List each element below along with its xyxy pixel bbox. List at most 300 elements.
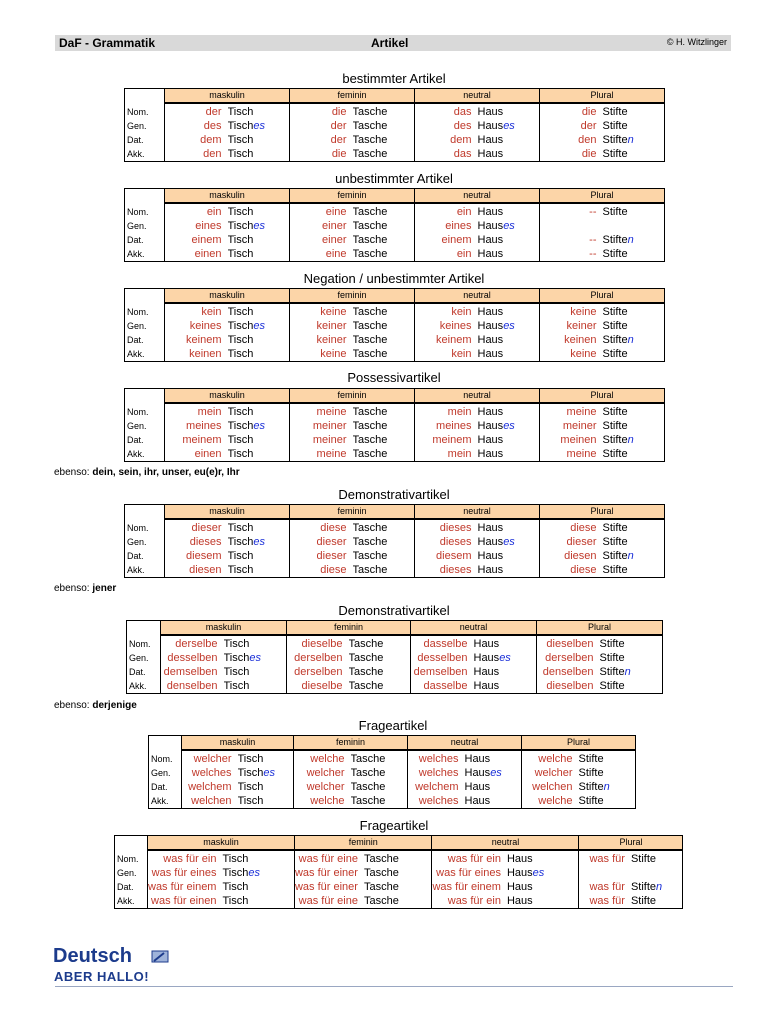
noun-stem: Tisch xyxy=(222,895,249,907)
noun-stem: Tasche xyxy=(350,781,386,793)
noun-stem: Haus xyxy=(477,420,504,432)
noun-stem: Tasche xyxy=(352,306,388,318)
table-row xyxy=(125,119,665,133)
article-cell: einer xyxy=(322,234,347,246)
article-cell: meinem xyxy=(432,434,472,446)
article-cell: was für einem xyxy=(432,881,501,893)
article-cell: keine xyxy=(570,306,597,318)
noun-stem: Haus xyxy=(506,853,533,865)
noun-stem: Tasche xyxy=(348,652,384,664)
noun-cell xyxy=(224,665,287,679)
noun-stem: Tisch xyxy=(222,867,249,879)
noun-cell xyxy=(579,766,636,780)
article-cell: die xyxy=(581,106,597,118)
noun-stem: Tasche xyxy=(348,638,384,650)
noun-cell xyxy=(228,519,290,535)
case-label: Dat. xyxy=(125,549,165,563)
article-cell: das xyxy=(415,147,478,162)
noun-cell xyxy=(228,203,290,219)
noun-stem: Haus xyxy=(506,867,533,879)
column-header: maskulin xyxy=(165,89,290,104)
noun-cell xyxy=(507,866,579,880)
noun-stem: Haus xyxy=(473,666,500,678)
article-cell: keines xyxy=(189,320,222,332)
article-cell: was für xyxy=(589,853,625,865)
noun-stem: Tasche xyxy=(363,881,399,893)
noun-cell xyxy=(603,233,665,247)
article-cell: die xyxy=(540,147,603,162)
article-cell: diese xyxy=(570,522,597,534)
article-cell: welchem xyxy=(188,781,232,793)
table-row xyxy=(127,651,663,665)
noun-cell xyxy=(353,519,415,535)
article-cell: der xyxy=(580,120,597,132)
article-cell: meine xyxy=(290,447,353,462)
declension-table xyxy=(124,288,665,362)
column-header: Plural xyxy=(540,505,665,520)
noun-cell xyxy=(600,679,663,694)
article-cell: denselben xyxy=(542,666,594,678)
section-title: bestimmter Artikel xyxy=(342,71,446,86)
table-row xyxy=(149,794,636,809)
article-cell: welche xyxy=(294,794,351,809)
case-label: Gen. xyxy=(115,866,148,880)
noun-stem: Tisch xyxy=(223,638,250,650)
noun-stem: Stifte xyxy=(630,853,657,865)
noun-stem: Haus xyxy=(477,148,504,160)
noun-stem: Tisch xyxy=(227,550,254,562)
table-row xyxy=(125,319,665,333)
column-header: maskulin xyxy=(165,389,290,404)
noun-cell xyxy=(238,766,294,780)
noun-cell xyxy=(478,403,540,419)
noun-stem: Haus xyxy=(477,434,504,446)
column-header: Plural xyxy=(579,836,683,851)
noun-cell xyxy=(631,880,683,894)
ebenso-note xyxy=(54,700,137,711)
noun-stem: Stifte xyxy=(599,638,625,650)
noun-ending: es xyxy=(503,420,515,432)
noun-stem: Haus xyxy=(464,753,491,765)
noun-stem: Stifte xyxy=(578,753,604,765)
noun-stem: Tasche xyxy=(352,120,388,132)
article-cell: desselben xyxy=(167,652,218,664)
noun-cell xyxy=(364,880,432,894)
noun-cell xyxy=(228,133,290,147)
noun-cell xyxy=(474,635,537,651)
article-cell: -- xyxy=(589,234,597,246)
noun-stem: Tasche xyxy=(352,522,388,534)
noun-cell xyxy=(349,651,411,665)
noun-cell xyxy=(351,750,408,766)
section-title: Frageartikel xyxy=(358,718,428,733)
article-cell: meinem xyxy=(182,434,222,446)
article-cell: diese xyxy=(540,563,603,578)
noun-stem: Stifte xyxy=(602,248,628,260)
noun-cell xyxy=(478,103,540,119)
case-label: Nom. xyxy=(125,519,165,535)
noun-stem: Stifte xyxy=(602,448,628,460)
ebenso-note xyxy=(54,583,116,594)
noun-stem: Stifte xyxy=(602,334,628,346)
noun-cell xyxy=(349,679,411,694)
noun-cell xyxy=(353,303,415,319)
noun-cell xyxy=(353,333,415,347)
article-cell: -- xyxy=(540,247,603,262)
noun-cell xyxy=(478,233,540,247)
noun-stem: Stifte xyxy=(602,234,628,246)
noun-cell xyxy=(353,119,415,133)
column-header: maskulin xyxy=(161,621,287,636)
table-row xyxy=(125,347,665,362)
noun-stem: Stifte xyxy=(602,550,628,562)
noun-stem: Tisch xyxy=(227,448,254,460)
noun-cell xyxy=(353,247,415,262)
case-label: Dat. xyxy=(115,880,148,894)
noun-stem: Tisch xyxy=(237,767,264,779)
column-header: feminin xyxy=(294,836,431,851)
article-cell: welchen xyxy=(182,794,238,809)
column-header: neutral xyxy=(415,505,540,520)
article-cell: keinem xyxy=(186,334,222,346)
article-cell: demselben xyxy=(163,666,218,678)
table-row xyxy=(125,519,665,535)
ebenso-label: ebenso: xyxy=(54,583,90,594)
noun-cell xyxy=(603,319,665,333)
noun-cell xyxy=(603,119,665,133)
case-label: Nom. xyxy=(115,850,148,866)
noun-ending: n xyxy=(627,234,634,246)
noun-cell xyxy=(507,850,579,866)
noun-cell xyxy=(228,303,290,319)
table-corner xyxy=(125,289,165,304)
column-header: neutral xyxy=(432,836,579,851)
column-header: neutral xyxy=(408,736,522,751)
article-cell: welches xyxy=(418,753,459,765)
article-cell: welcher xyxy=(306,781,345,793)
noun-cell xyxy=(222,880,294,894)
noun-stem: Haus xyxy=(477,234,504,246)
noun-cell xyxy=(353,447,415,462)
case-label: Nom. xyxy=(125,403,165,419)
table-row xyxy=(125,219,665,233)
noun-stem: Tisch xyxy=(227,434,254,446)
case-label: Akk. xyxy=(125,147,165,162)
article-cell: meinen xyxy=(560,434,597,446)
column-header: maskulin xyxy=(165,505,290,520)
article-cell: meiner xyxy=(312,434,347,446)
noun-cell xyxy=(465,750,522,766)
section-title: Demonstrativartikel xyxy=(338,603,450,618)
article-cell: keine xyxy=(290,347,353,362)
noun-stem: Tisch xyxy=(227,522,254,534)
noun-cell xyxy=(478,119,540,133)
noun-stem: Tisch xyxy=(237,781,264,793)
table-corner xyxy=(149,736,182,751)
case-label: Dat. xyxy=(149,780,182,794)
noun-stem: Tisch xyxy=(227,248,254,260)
article-cell: des xyxy=(453,120,472,132)
noun-cell xyxy=(478,133,540,147)
noun-cell xyxy=(603,549,665,563)
noun-ending: n xyxy=(627,334,634,346)
article-cell: einer xyxy=(322,220,347,232)
column-header: maskulin xyxy=(148,836,295,851)
noun-cell xyxy=(228,563,290,578)
noun-stem: Tisch xyxy=(227,348,254,360)
header-topic: Artikel xyxy=(371,36,409,50)
article-cell: welche xyxy=(538,753,573,765)
noun-cell xyxy=(603,133,665,147)
page-header xyxy=(55,35,731,51)
noun-stem: Haus xyxy=(477,348,504,360)
noun-stem: Stifte xyxy=(602,306,628,318)
noun-cell xyxy=(228,535,290,549)
table-row xyxy=(125,303,665,319)
article-cell: dieses xyxy=(439,522,472,534)
noun-stem: Tasche xyxy=(352,434,388,446)
article-cell: was für eine xyxy=(294,894,363,909)
section-title: unbestimmter Artikel xyxy=(335,171,453,186)
noun-stem: Stifte xyxy=(602,564,628,576)
ebenso-words: derjenige xyxy=(92,700,137,711)
article-cell: die xyxy=(331,106,347,118)
article-cell: diese xyxy=(320,522,347,534)
noun-ending: es xyxy=(253,120,265,132)
noun-stem: Tisch xyxy=(227,306,254,318)
noun-ending: es xyxy=(503,320,515,332)
noun-cell xyxy=(349,665,411,679)
noun-stem: Tisch xyxy=(227,320,254,332)
noun-stem: Haus xyxy=(477,120,504,132)
noun-stem: Haus xyxy=(477,564,504,576)
article-cell: diesem xyxy=(436,550,472,562)
noun-cell xyxy=(603,219,665,233)
article-cell: keinen xyxy=(165,347,228,362)
article-cell: diesen xyxy=(165,563,228,578)
noun-stem: Haus xyxy=(477,134,504,146)
article-cell: eine xyxy=(325,206,347,218)
noun-cell xyxy=(478,419,540,433)
noun-stem: Stifte xyxy=(602,434,628,446)
noun-ending: es xyxy=(503,536,515,548)
noun-cell xyxy=(351,780,408,794)
noun-stem: Haus xyxy=(473,652,500,664)
noun-ending: n xyxy=(627,434,634,446)
noun-cell xyxy=(228,103,290,119)
noun-cell xyxy=(353,535,415,549)
noun-cell xyxy=(224,651,287,665)
noun-stem: Tasche xyxy=(352,536,388,548)
article-cell: was für einer xyxy=(294,881,358,893)
noun-cell xyxy=(349,635,411,651)
article-cell: kein xyxy=(201,306,222,318)
noun-stem: Haus xyxy=(506,881,533,893)
noun-cell xyxy=(631,866,683,880)
noun-ending: es xyxy=(253,220,265,232)
table-corner xyxy=(115,836,148,851)
column-header: Plural xyxy=(540,189,665,204)
noun-cell xyxy=(603,403,665,419)
article-cell: mein xyxy=(447,406,472,418)
table-row xyxy=(125,433,665,447)
noun-stem: Tasche xyxy=(363,853,399,865)
column-header: neutral xyxy=(415,189,540,204)
noun-stem: Haus xyxy=(477,448,504,460)
article-cell: einem xyxy=(441,234,472,246)
article-cell: mein xyxy=(197,406,222,418)
article-cell: der xyxy=(205,106,222,118)
article-cell: dem xyxy=(450,134,472,146)
noun-cell xyxy=(600,665,663,679)
noun-stem: Tisch xyxy=(227,334,254,346)
noun-stem: Haus xyxy=(464,767,491,779)
noun-stem: Stifte xyxy=(602,406,628,418)
article-cell: einen xyxy=(165,247,228,262)
case-label: Gen. xyxy=(125,219,165,233)
noun-cell xyxy=(579,750,636,766)
article-cell: eine xyxy=(290,247,353,262)
header-copyright: © H. Witzlinger xyxy=(666,37,727,47)
article-cell: mein xyxy=(415,447,478,462)
noun-cell xyxy=(507,894,579,909)
article-cell: welchen xyxy=(532,781,573,793)
table-corner xyxy=(125,389,165,404)
column-header: feminin xyxy=(290,505,415,520)
noun-stem: Haus xyxy=(477,406,504,418)
noun-stem: Haus xyxy=(464,795,491,807)
noun-cell xyxy=(224,679,287,694)
noun-ending: es xyxy=(253,536,265,548)
article-cell: der xyxy=(330,120,347,132)
pencil-flag-icon xyxy=(150,949,170,965)
declension-table xyxy=(124,88,665,162)
noun-stem: Haus xyxy=(477,306,504,318)
declension-table xyxy=(148,735,636,809)
article-cell: keine xyxy=(320,306,347,318)
article-cell: welches xyxy=(418,767,459,779)
noun-cell xyxy=(228,549,290,563)
article-cell: den xyxy=(578,134,597,146)
article-cell: was für eines xyxy=(436,867,501,879)
noun-cell xyxy=(603,103,665,119)
noun-stem: Tasche xyxy=(352,148,388,160)
article-cell: dieser xyxy=(316,536,347,548)
declension-table xyxy=(114,835,683,909)
noun-cell xyxy=(238,794,294,809)
article-cell: welche xyxy=(522,794,579,809)
table-row xyxy=(127,665,663,679)
article-cell: demselben xyxy=(413,666,468,678)
noun-stem: Haus xyxy=(473,638,500,650)
article-cell: meine xyxy=(566,406,597,418)
noun-cell xyxy=(579,780,636,794)
column-header: Plural xyxy=(540,89,665,104)
noun-cell xyxy=(228,147,290,162)
noun-cell xyxy=(364,894,432,909)
noun-cell xyxy=(478,303,540,319)
noun-stem: Haus xyxy=(477,248,504,260)
article-cell xyxy=(540,219,603,233)
noun-stem: Tasche xyxy=(352,220,388,232)
column-header: maskulin xyxy=(182,736,294,751)
logo xyxy=(53,945,150,984)
section-title: Negation / unbestimmter Artikel xyxy=(303,271,485,286)
article-cell: keiner xyxy=(316,320,347,332)
noun-cell xyxy=(603,347,665,362)
noun-cell xyxy=(353,563,415,578)
noun-stem: Tisch xyxy=(222,881,249,893)
noun-cell xyxy=(478,549,540,563)
noun-cell xyxy=(228,233,290,247)
noun-cell xyxy=(474,651,537,665)
article-cell: keines xyxy=(439,320,472,332)
table-row xyxy=(125,549,665,563)
noun-ending: n xyxy=(624,666,631,678)
article-cell: welche xyxy=(310,753,345,765)
noun-stem: Tasche xyxy=(352,320,388,332)
noun-cell xyxy=(603,303,665,319)
article-cell: den xyxy=(165,147,228,162)
article-cell xyxy=(579,866,631,880)
article-cell: eines xyxy=(195,220,222,232)
noun-stem: Haus xyxy=(477,320,504,332)
table-row xyxy=(125,133,665,147)
table-row xyxy=(125,233,665,247)
article-cell: meine xyxy=(540,447,603,462)
article-cell: welchem xyxy=(415,781,459,793)
noun-stem: Tasche xyxy=(352,406,388,418)
table-row xyxy=(149,750,636,766)
noun-stem: Tisch xyxy=(227,120,254,132)
section-title: Frageartikel xyxy=(359,818,429,833)
article-cell: derselben xyxy=(294,666,343,678)
article-cell: dieses xyxy=(189,536,222,548)
noun-cell xyxy=(222,894,294,909)
column-header: feminin xyxy=(290,289,415,304)
noun-stem: Tisch xyxy=(237,795,264,807)
noun-stem: Haus xyxy=(473,680,500,692)
article-cell: was für eines xyxy=(151,867,217,879)
article-cell: dieselbe xyxy=(287,679,349,694)
noun-cell xyxy=(600,635,663,651)
noun-stem: Tisch xyxy=(227,106,254,118)
article-cell: was für einen xyxy=(148,894,223,909)
article-cell: einem xyxy=(191,234,222,246)
case-label: Nom. xyxy=(149,750,182,766)
noun-cell xyxy=(478,433,540,447)
noun-ending: es xyxy=(249,652,261,664)
case-label: Nom. xyxy=(127,635,161,651)
article-cell: ein xyxy=(206,206,222,218)
column-header: neutral xyxy=(411,621,537,636)
noun-stem: Stifte xyxy=(599,652,625,664)
article-cell: dasselbe xyxy=(411,679,474,694)
article-cell: kein xyxy=(451,306,472,318)
noun-cell xyxy=(353,233,415,247)
table-row xyxy=(125,403,665,419)
noun-stem: Haus xyxy=(477,550,504,562)
noun-stem: Tisch xyxy=(227,134,254,146)
noun-stem: Tisch xyxy=(237,753,264,765)
noun-ending: es xyxy=(253,320,265,332)
noun-cell xyxy=(478,535,540,549)
noun-cell xyxy=(364,850,432,866)
column-header: Plural xyxy=(522,736,636,751)
table-corner xyxy=(125,89,165,104)
case-label: Dat. xyxy=(125,333,165,347)
noun-stem: Tasche xyxy=(352,248,388,260)
